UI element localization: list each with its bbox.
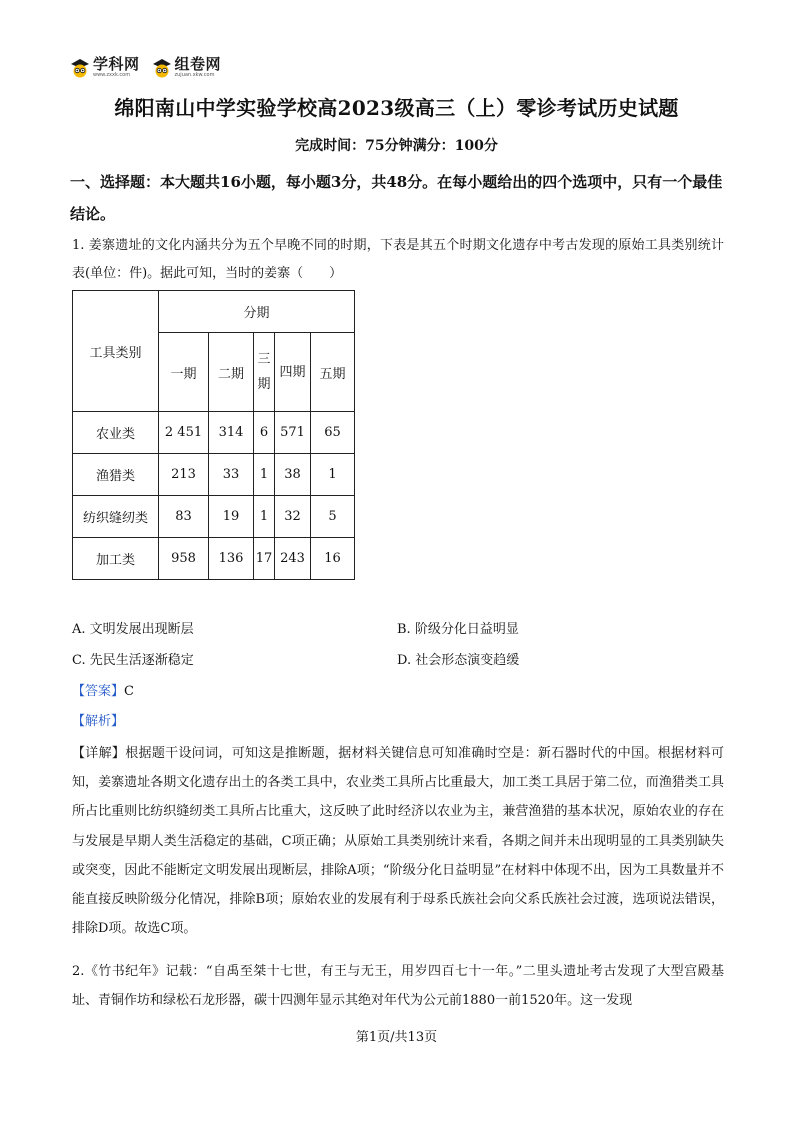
option-b[interactable]: B. 阶级分化日益明显 — [397, 622, 519, 637]
analysis-tag: 【解析】 — [72, 714, 125, 729]
table-cell: 5 — [311, 496, 355, 538]
table-cell: 83 — [159, 496, 209, 538]
answer-value: C — [124, 684, 134, 699]
section-heading: 一、选择题：本大题共16小题，每小题3分，共48分。在每小题给出的四个选项中，只有一个最佳结论。 — [70, 173, 723, 223]
logo-zujuanwang — [152, 57, 222, 78]
question-1-text: 1. 姜寨遗址的文化内涵共分为五个早晚不同的时期，下表是其五个时期文化遗存中考古发现的原始工具类别统计表(单位：件)。据此可知，当时的姜寨（ ） — [72, 238, 724, 281]
period-header: 三期 — [254, 333, 275, 412]
logo-bar — [70, 57, 221, 78]
table-cell: 65 — [311, 412, 355, 454]
table-cell: 243 — [275, 538, 311, 580]
period-header: 四期 — [275, 333, 311, 412]
question-2-text: 2.《竹书纪年》记载：“自禹至桀十七世，有王与无王，用岁四百七十一年。”二里头遗址考古发现了大型宫殿基址、青铜作坊和绿松石龙形器，碳十四测年显示其绝对年代为公元前1880一前1520年。这一发现 — [72, 964, 724, 1008]
table-cell: 6 — [254, 412, 275, 454]
table-cell: 213 — [159, 454, 209, 496]
table-cell: 958 — [159, 538, 209, 580]
period-header: 五期 — [311, 333, 355, 412]
table-cell: 314 — [209, 412, 254, 454]
page-footer: 第1页/共13页 — [355, 1030, 438, 1045]
table-cell: 2 451 — [159, 412, 209, 454]
period-header: 一期 — [159, 333, 209, 412]
table-cell: 32 — [275, 496, 311, 538]
exam-subtitle: 完成时间：75分钟满分：100分 — [295, 138, 498, 154]
logo-name: 学科网 — [93, 55, 140, 73]
table-cell: 1 — [311, 454, 355, 496]
table-cell: 38 — [275, 454, 311, 496]
logo-url: www.zxxk.com — [93, 72, 131, 78]
row-label: 加工类 — [73, 538, 159, 580]
option-c[interactable]: C. 先民生活逐渐稳定 — [72, 653, 194, 668]
table-cell: 136 — [209, 538, 254, 580]
row-label: 纺织缝纫类 — [73, 496, 159, 538]
detail-explanation: 【详解】根据题干设问词，可知这是推断题，据材料关键信息可知准确时空是：新石器时代的中国。根据材料可知，姜寨遗址各期文化遗存出土的各类工具中，农业类工具所占比重最大，加工类工具居于第二位，而渔猎类工具所占比重则比纺织缝纫类工具所占比重大，这反映了此时经济以农业为主，兼营渔猎的基本状况，原始农业的存在与发展是早期人类生活稳定的基础，C项正确；从原始工具类别统计来看，各期之间并未出现明显的工具类别缺失或突变，因此不能断定文明发展出现断层，排除A项；“阶级分化日益明显”在材料中体现不出，因为工具数量并不能直接反映阶级分化情况，排除B项；原始农业的发展有利于母系氏族社会向父系氏族社会过渡，选项说法错误，排除D项。故选C项。 — [72, 746, 724, 937]
answer-tag: 【答案】 — [72, 684, 125, 699]
option-a[interactable]: A. 文明发展出现断层 — [72, 622, 194, 637]
period-header: 二期 — [209, 333, 254, 412]
table-cell: 16 — [311, 538, 355, 580]
table-cell: 571 — [275, 412, 311, 454]
table-row — [73, 454, 355, 496]
table-row — [73, 496, 355, 538]
table-cell: 1 — [254, 454, 275, 496]
owl-logo-icon — [152, 58, 172, 78]
table-cell: 1 — [254, 496, 275, 538]
owl-logo-icon — [70, 58, 90, 78]
logo-name: 组卷网 — [174, 55, 222, 73]
tool-category-table — [72, 290, 355, 580]
option-d[interactable]: D. 社会形态演变趋缓 — [397, 653, 520, 668]
table-corner-header: 工具类别 — [73, 291, 159, 412]
table-row — [73, 538, 355, 580]
exam-title: 绵阳南山中学实验学校高2023级高三（上）零诊考试历史试题 — [114, 96, 679, 120]
logo-xuekewang — [70, 57, 140, 78]
table-cell: 17 — [254, 538, 275, 580]
row-label: 渔猎类 — [73, 454, 159, 496]
logo-url: zujuan.xkw.com — [174, 72, 215, 78]
table-group-header: 分期 — [159, 291, 355, 333]
table-cell: 33 — [209, 454, 254, 496]
row-label: 农业类 — [73, 412, 159, 454]
table-row — [73, 412, 355, 454]
answer-line — [72, 680, 134, 699]
table-cell: 19 — [209, 496, 254, 538]
